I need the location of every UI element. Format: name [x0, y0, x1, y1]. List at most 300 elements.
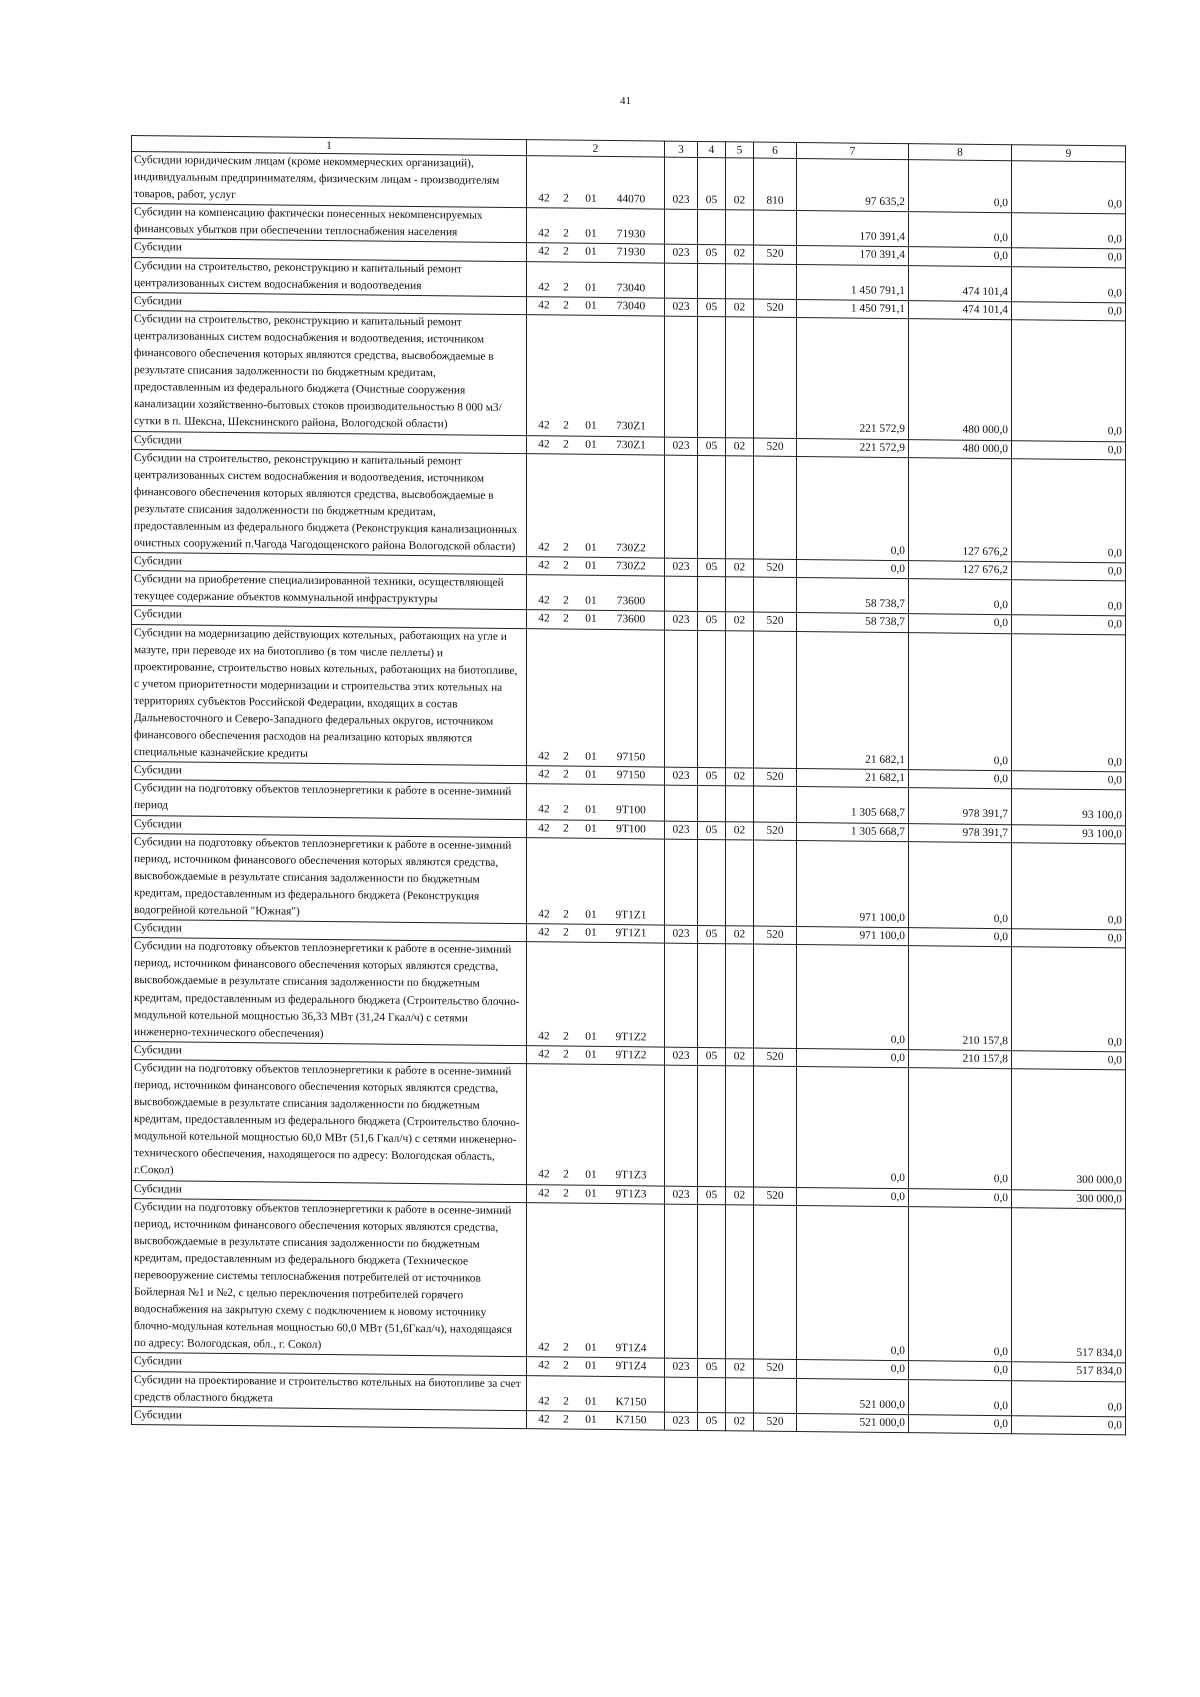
code-part-4: 9T100 [616, 822, 646, 835]
row-value-7: 0,0 [797, 560, 909, 579]
row-code-group [527, 1046, 664, 1065]
row-value-7: 97 635,2 [797, 158, 909, 211]
code-part-2: 2 [563, 1048, 569, 1061]
row-col-5: 02 [726, 298, 754, 316]
row-col-5: 02 [726, 612, 754, 630]
row-value-9: 0,0 [1012, 947, 1126, 1052]
row-name: Субсидии на строительство, реконструкцию и капитальный ремонт централизованных систем водоснабжения и водоотведения [132, 257, 527, 296]
row-name: Субсидии юридическим лицам (кроме некоммерческих организаций), индивидуальным предпринимателям, физическим лицам - производителям товаров, работ, услуг [132, 152, 527, 208]
row-value-7: 521 000,0 [797, 1378, 909, 1414]
header-col-2: 2 [527, 140, 665, 157]
row-name: Субсидии на подготовку объектов теплоэнергетики к работе в осенне-зимний период, источником финансового обеспечения которых являются средства, высвобождаемые в результате списания задолженности по бюджетным кредитам, предоставленным из федерального бюджета (Строительство блочно-модульной котельной мощностью 60,0 МВт (51,6 Гкал/ч) с сетями инженерно-технического обеспечения, находящегося по адресу: Вологодская область, г.Сокол) [132, 1059, 527, 1184]
row-col-5 [726, 263, 754, 298]
row-value-8: 0,0 [909, 1068, 1012, 1190]
code-part-2: 2 [563, 281, 569, 294]
code-part-3: 01 [585, 926, 597, 940]
code-part-3: 01 [585, 595, 597, 608]
row-value-9: 0,0 [1012, 1380, 1126, 1416]
code-part-3: 01 [585, 438, 597, 451]
row-value-7: 0,0 [797, 456, 909, 561]
code-part-1: 42 [538, 821, 550, 834]
row-name: Субсидии [132, 762, 527, 784]
row-col-5: 02 [726, 1359, 754, 1377]
row-code-cell [527, 1202, 665, 1358]
code-part-4: K7150 [615, 1395, 647, 1409]
code-part-2: 2 [563, 245, 569, 259]
row-col-6: 520 [754, 1359, 797, 1378]
row-value-8: 0,0 [909, 928, 1012, 947]
row-value-9: 300 000,0 [1012, 1069, 1126, 1191]
code-part-4: 97150 [616, 769, 646, 782]
header-col-7: 7 [797, 142, 909, 159]
row-col-5 [726, 1204, 754, 1359]
row-col-6 [754, 840, 797, 927]
row-col-6 [754, 786, 797, 822]
code-part-1: 42 [538, 768, 550, 781]
code-part-3: 01 [585, 750, 597, 764]
row-value-8: 0,0 [909, 1414, 1012, 1433]
row-col-3: 023 [665, 558, 698, 576]
budget-table [131, 135, 1126, 1435]
code-part-2: 2 [563, 541, 569, 554]
row-code-group [527, 279, 664, 298]
row-value-7: 521 000,0 [797, 1413, 909, 1432]
row-value-7: 1 305 668,7 [797, 822, 909, 841]
row-value-9: 300 000,0 [1012, 1189, 1126, 1208]
row-col-3: 023 [665, 245, 698, 263]
code-part-4: 9T1Z4 [615, 1342, 647, 1355]
row-value-9: 0,0 [1012, 440, 1126, 459]
row-col-3: 023 [665, 1047, 698, 1065]
code-part-2: 2 [563, 1187, 569, 1200]
row-value-8: 0,0 [909, 579, 1012, 615]
code-part-2: 2 [563, 192, 569, 205]
code-part-3: 01 [585, 1395, 597, 1408]
row-value-7: 21 682,1 [797, 631, 909, 770]
row-code-cell [527, 1410, 665, 1430]
row-value-8: 0,0 [909, 614, 1012, 633]
row-col-6 [754, 456, 797, 560]
row-name: Субсидии [132, 553, 527, 575]
row-col-3 [665, 263, 698, 299]
row-value-8: 0,0 [909, 841, 1012, 929]
code-part-3: 01 [585, 804, 597, 817]
row-name: Субсидии [132, 239, 527, 261]
code-part-1: 42 [538, 1341, 550, 1354]
row-value-8: 210 157,8 [909, 946, 1012, 1051]
row-value-9: 0,0 [1012, 842, 1126, 930]
code-part-2: 2 [563, 750, 569, 763]
code-part-4: 73040 [616, 299, 646, 313]
row-value-7: 0,0 [797, 1066, 909, 1188]
code-part-4: 9T1Z3 [615, 1169, 647, 1182]
row-col-3 [665, 943, 698, 1047]
row-code-cell [527, 1045, 665, 1065]
row-col-6 [754, 577, 797, 613]
row-name: Субсидии [132, 1180, 527, 1202]
row-value-7: 0,0 [797, 945, 909, 1050]
code-part-3: 01 [585, 1360, 597, 1373]
row-value-8: 0,0 [909, 1379, 1012, 1415]
row-value-9: 0,0 [1012, 161, 1126, 214]
row-value-8: 127 676,2 [909, 457, 1012, 562]
row-col-6 [754, 210, 797, 246]
code-part-1: 42 [538, 1029, 550, 1043]
row-value-8: 0,0 [909, 770, 1012, 789]
row-code-group [527, 557, 664, 576]
code-part-1: 42 [538, 280, 550, 294]
row-code-cell [527, 837, 665, 925]
row-name: Субсидии на подготовку объектов теплоэнергетики к работе в осенне-зимний период, источником финансового обеспечения которых являются средства, высвобождаемые в результате списания задолженности по бюджетным кредитам, предоставленным из федерального бюджета (Строительство блочно-модульной котельной мощностью 36,33 МВт (31,24 Гкал/ч) с сетями инженерно-технического обеспечения) [132, 938, 527, 1046]
row-col-3: 023 [665, 298, 698, 316]
row-col-6 [754, 317, 797, 438]
row-col-4: 05 [698, 298, 726, 316]
code-part-1: 42 [538, 192, 550, 205]
code-part-1: 42 [538, 419, 550, 432]
header-col-6: 6 [754, 142, 797, 158]
row-col-5 [726, 1066, 754, 1187]
row-code-group [527, 1185, 664, 1204]
code-part-3: 01 [585, 769, 597, 782]
row-value-8: 480 000,0 [909, 318, 1012, 440]
row-col-3 [665, 785, 698, 821]
row-col-4 [698, 1204, 726, 1359]
code-part-4: 71930 [616, 228, 646, 241]
row-value-7: 1 450 791,1 [797, 299, 909, 318]
row-value-8: 474 101,4 [909, 300, 1012, 319]
code-part-2: 2 [563, 908, 569, 921]
row-col-5: 02 [726, 158, 754, 211]
code-part-2: 2 [563, 1413, 569, 1426]
row-code-group [527, 1028, 664, 1047]
row-value-8: 0,0 [909, 160, 1012, 213]
header-col-1: 1 [132, 136, 527, 156]
row-col-6: 520 [754, 299, 797, 318]
row-code-cell [527, 784, 665, 821]
row-value-9: 0,0 [1012, 320, 1126, 442]
code-part-4: 730Z1 [616, 438, 646, 451]
code-part-1: 42 [538, 612, 550, 625]
row-code-cell [527, 453, 665, 558]
code-part-1: 42 [538, 594, 550, 607]
header-col-3: 3 [665, 141, 698, 157]
code-part-3: 01 [585, 1169, 597, 1182]
row-value-9: 0,0 [1012, 562, 1126, 581]
row-name: Субсидии на компенсацию фактически понесенных некомпенсируемых финансовых убытков при обеспечении теплоснабжения населения [132, 204, 527, 243]
code-part-1: 42 [538, 1168, 550, 1181]
row-col-3 [665, 839, 698, 926]
row-col-4: 05 [698, 1359, 726, 1377]
code-part-3: 01 [585, 281, 597, 294]
row-value-8: 978 391,7 [909, 788, 1012, 824]
row-code-cell [527, 296, 665, 316]
code-part-3: 01 [585, 822, 597, 835]
row-value-9: 0,0 [1012, 248, 1126, 267]
row-code-group [527, 1167, 664, 1186]
row-col-4 [698, 1065, 726, 1186]
row-value-8: 0,0 [909, 1206, 1012, 1362]
code-part-2: 2 [563, 559, 569, 572]
row-code-cell [527, 435, 665, 455]
row-col-6: 520 [754, 768, 797, 787]
row-col-4 [698, 455, 726, 559]
row-col-3 [665, 576, 698, 612]
row-col-5 [726, 577, 754, 612]
code-part-4: 9T100 [616, 804, 646, 817]
row-col-4: 05 [698, 559, 726, 577]
row-code-group [527, 1411, 664, 1430]
table-row [132, 833, 1126, 930]
row-value-7: 221 572,9 [797, 438, 909, 457]
row-name: Субсидии на проектирование и строительство котельных на биотопливе за счет средств областного бюджета [132, 1371, 527, 1410]
row-code-cell [527, 314, 665, 436]
code-part-3: 01 [585, 420, 597, 433]
code-part-1: 42 [538, 803, 550, 816]
row-value-9: 0,0 [1012, 1415, 1126, 1434]
row-col-5 [726, 210, 754, 245]
code-part-2: 2 [563, 1395, 569, 1408]
row-code-group [527, 1358, 664, 1377]
row-name: Субсидии [132, 292, 527, 314]
code-part-2: 2 [563, 822, 569, 835]
table-row [132, 1059, 1126, 1190]
row-col-6 [754, 944, 797, 1048]
row-code-cell [527, 243, 665, 263]
row-col-4 [698, 316, 726, 437]
row-value-9: 0,0 [1012, 213, 1126, 249]
row-col-4 [698, 577, 726, 612]
row-col-6 [754, 1066, 797, 1187]
row-col-3 [665, 1377, 698, 1413]
row-value-7: 0,0 [797, 1187, 909, 1206]
row-code-cell [527, 557, 665, 577]
row-col-6: 520 [754, 1187, 797, 1206]
row-col-6 [754, 1378, 797, 1414]
code-part-2: 2 [563, 438, 569, 451]
row-code-cell [527, 1375, 665, 1412]
row-col-5: 02 [726, 1186, 754, 1204]
row-col-6: 520 [754, 1413, 797, 1432]
code-part-3: 01 [585, 1048, 597, 1061]
row-value-8: 978 391,7 [909, 823, 1012, 842]
row-col-4: 05 [698, 926, 726, 944]
row-col-3: 023 [665, 1186, 698, 1204]
table-row [132, 310, 1126, 441]
row-value-9: 0,0 [1012, 771, 1126, 790]
code-part-4: 9T1Z4 [615, 1360, 647, 1373]
row-value-7: 58 738,7 [797, 613, 909, 632]
row-code-cell [527, 1184, 665, 1204]
code-part-1: 42 [538, 908, 550, 921]
row-value-7: 971 100,0 [797, 927, 909, 946]
code-part-4: 730Z2 [616, 560, 646, 573]
row-value-7: 221 572,9 [797, 317, 909, 439]
row-code-cell [527, 924, 665, 944]
row-name: Субсидии [132, 606, 527, 628]
row-col-6: 520 [754, 926, 797, 945]
row-value-8: 127 676,2 [909, 561, 1012, 580]
row-col-6: 520 [754, 1048, 797, 1067]
row-value-9: 0,0 [1012, 266, 1126, 302]
row-col-4: 05 [698, 1186, 726, 1204]
code-part-4: 71930 [616, 246, 646, 259]
row-value-7: 1 305 668,7 [797, 787, 909, 823]
page-number: 41 [620, 95, 631, 107]
row-value-9: 0,0 [1012, 615, 1126, 634]
row-col-4: 05 [698, 821, 726, 839]
row-value-9: 0,0 [1012, 580, 1126, 616]
code-part-3: 01 [585, 541, 597, 554]
header-col-9: 9 [1012, 145, 1126, 162]
code-part-1: 42 [538, 227, 550, 240]
code-part-3: 01 [585, 246, 597, 259]
row-value-9: 93 100,0 [1012, 789, 1126, 825]
row-value-8: 0,0 [909, 1188, 1012, 1207]
code-part-4: K7150 [615, 1413, 647, 1427]
code-part-3: 01 [585, 228, 597, 241]
table-row [132, 1198, 1126, 1363]
row-col-3: 023 [665, 1412, 698, 1430]
code-part-1: 42 [538, 1048, 550, 1061]
code-part-3: 01 [585, 1030, 597, 1043]
code-part-3: 01 [585, 1342, 597, 1355]
row-col-5 [726, 630, 754, 768]
code-part-2: 2 [563, 1359, 569, 1373]
row-code-group [527, 436, 664, 455]
row-value-7: 1 450 791,1 [797, 264, 909, 300]
row-code-cell [527, 819, 665, 839]
code-part-1: 42 [538, 1394, 550, 1408]
row-col-6 [754, 631, 797, 769]
row-name: Субсидии на приобретение специализированной техники, осуществляющей текущее содержание объектов коммунальной инфраструктуры [132, 571, 527, 610]
code-part-3: 01 [585, 299, 597, 312]
row-col-5 [726, 839, 754, 926]
row-name: Субсидии на модернизацию действующих котельных, работающих на угле и мазуте, при переводе их на биотопливо (в том числе пеллеты) и проектирование, строительство новых котельных, работающих на биотопливе, с учетом приоритетности модернизации и строительства этих котельных на территориях субъектов Российской Федерации, входящих в состав Дальневосточного и Северо-Западного федеральных округов, источником финансового обеспечения расходов на реализацию которых являются специальные казначейские кредиты [132, 624, 527, 766]
row-value-9: 0,0 [1012, 633, 1126, 772]
code-part-4: 73600 [616, 595, 646, 608]
code-part-1: 42 [538, 299, 550, 312]
code-part-2: 2 [563, 419, 569, 432]
code-part-3: 01 [585, 192, 597, 206]
row-col-4: 05 [698, 612, 726, 630]
row-value-9: 0,0 [1012, 929, 1126, 948]
row-name: Субсидии на подготовку объектов теплоэнергетики к работе в осенне-зимний период [132, 780, 527, 819]
row-col-4 [698, 786, 726, 821]
code-part-4: 9T1Z1 [615, 909, 647, 922]
row-name: Субсидии на подготовку объектов теплоэнергетики к работе в осенне-зимний период, источником финансового обеспечения которых являются средства, высвобождаемые в результате списания задолженности по бюджетным кредитам, предоставленным из федерального бюджета (Реконструкция водогрейной котельной "Южная") [132, 833, 527, 924]
row-col-5: 02 [726, 1048, 754, 1066]
code-part-2: 2 [563, 612, 569, 626]
code-part-4: 97150 [616, 751, 646, 764]
row-code-group [527, 226, 664, 245]
row-col-3 [665, 1204, 698, 1359]
row-value-8: 0,0 [909, 632, 1012, 771]
row-col-3: 023 [665, 767, 698, 785]
row-col-5: 02 [726, 437, 754, 455]
row-col-3: 023 [665, 1359, 698, 1377]
row-value-9: 517 834,0 [1012, 1362, 1126, 1381]
row-code-group [527, 611, 664, 630]
code-part-3: 01 [585, 908, 597, 921]
row-code-group [527, 1340, 664, 1359]
code-part-3: 01 [585, 1413, 597, 1426]
row-col-6 [754, 264, 797, 300]
row-col-6: 520 [754, 438, 797, 457]
row-col-4: 05 [698, 245, 726, 263]
row-value-7: 0,0 [797, 1048, 909, 1067]
row-code-cell [527, 1064, 665, 1186]
row-name: Субсидии [132, 1041, 527, 1063]
row-col-4: 05 [698, 1412, 726, 1430]
row-code-group [527, 924, 664, 943]
header-col-8: 8 [909, 144, 1012, 161]
row-col-4 [698, 839, 726, 926]
row-col-4 [698, 210, 726, 245]
code-part-1: 42 [538, 437, 550, 450]
row-col-5: 02 [726, 926, 754, 944]
row-col-5: 02 [726, 768, 754, 786]
row-value-7: 0,0 [797, 1360, 909, 1379]
row-code-group [527, 592, 664, 611]
row-col-4: 05 [698, 1047, 726, 1065]
row-code-cell [527, 942, 665, 1047]
row-col-5: 02 [726, 245, 754, 263]
row-code-group [527, 820, 664, 839]
row-code-group [527, 906, 664, 925]
code-part-4: 73040 [616, 281, 646, 295]
row-value-8: 0,0 [909, 1361, 1012, 1380]
code-part-4: 9T1Z3 [615, 1187, 647, 1200]
code-part-2: 2 [563, 1341, 569, 1354]
code-part-1: 42 [538, 1186, 550, 1199]
row-col-3: 023 [665, 612, 698, 630]
code-part-2: 2 [563, 1030, 569, 1043]
table-row [132, 449, 1126, 563]
row-col-6: 520 [754, 612, 797, 631]
row-value-8: 480 000,0 [909, 439, 1012, 458]
row-code-group [527, 766, 664, 785]
code-part-3: 01 [585, 559, 597, 573]
row-value-7: 58 738,7 [797, 578, 909, 614]
row-col-6: 520 [754, 245, 797, 264]
row-name: Субсидии на строительство, реконструкцию и капитальный ремонт централизованных систем водоснабжения и водоотведения, источником финансового обеспечения которых являются средства, высвобождаемые в результате списания задолженности по бюджетным кредитам, предоставленным из федерального бюджета (Очистные сооружения канализации хозяйственно-бытовых стоков производительностью 8 000 м3/сутки в п. Шексна, Шекснинского района, Вологодской области) [132, 310, 527, 435]
row-code-group [527, 244, 664, 263]
code-part-4: 730Z2 [616, 542, 646, 555]
row-code-cell [527, 766, 665, 786]
row-col-3 [665, 209, 698, 245]
code-part-4: 44070 [616, 193, 646, 206]
row-col-6 [754, 1205, 797, 1360]
code-part-2: 2 [563, 594, 569, 607]
row-col-5 [726, 1377, 754, 1412]
code-part-4: 9T1Z2 [615, 1030, 647, 1044]
code-part-4: 9T1Z2 [615, 1048, 647, 1062]
row-value-7: 21 682,1 [797, 769, 909, 788]
row-col-5: 02 [726, 1412, 754, 1430]
code-part-1: 42 [538, 926, 550, 939]
row-value-8: 474 101,4 [909, 265, 1012, 301]
row-col-4: 05 [698, 437, 726, 455]
code-part-2: 2 [563, 299, 569, 312]
row-name: Субсидии [132, 815, 527, 837]
code-part-1: 42 [538, 559, 550, 572]
row-code-group [527, 802, 664, 821]
row-name: Субсидии [132, 431, 527, 453]
table-body [132, 152, 1126, 1435]
row-value-9: 0,0 [1012, 1051, 1126, 1070]
code-part-4: 73600 [616, 613, 646, 626]
row-code-group [527, 297, 664, 316]
